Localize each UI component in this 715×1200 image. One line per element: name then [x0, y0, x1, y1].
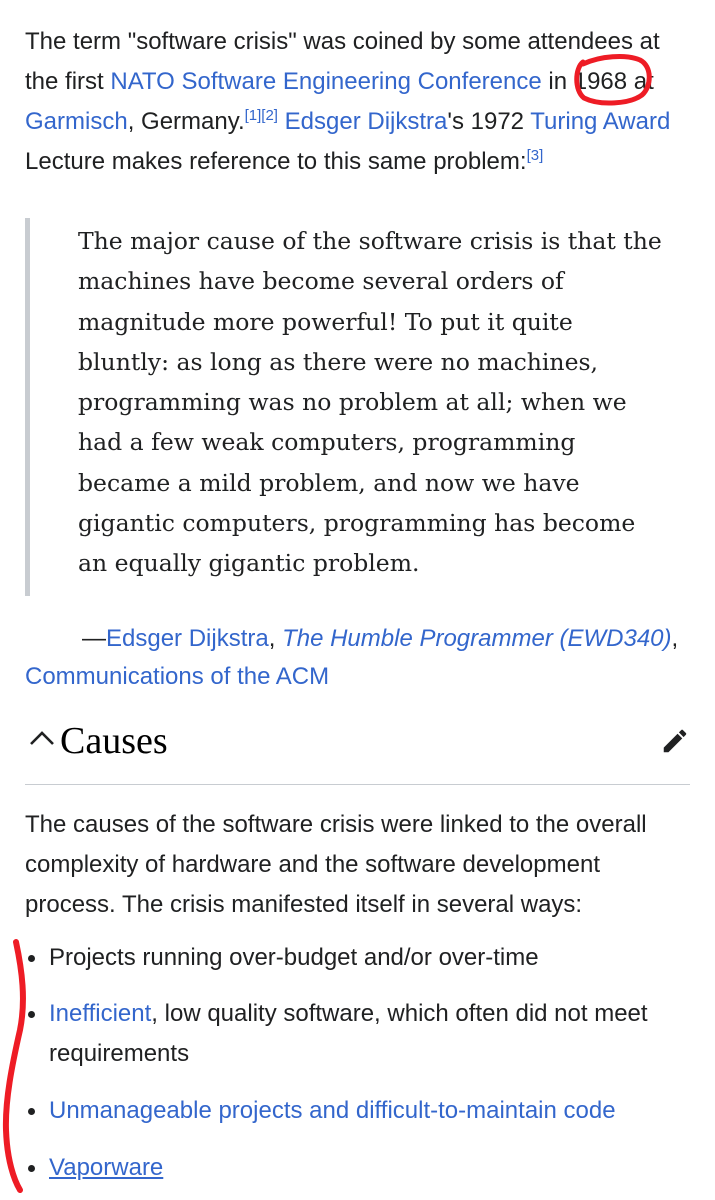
list-item-text: , low quality software, which often did not meet requirements	[49, 1000, 648, 1067]
list-item	[25, 938, 695, 978]
link-unmanageable-projects[interactable]: Unmanageable projects and difficult-to-maintain code	[49, 1097, 616, 1124]
causes-paragraph: The causes of the software crisis were linked to the overall complexity of hardware and the software development process. The crisis manifested itself in several ways:	[25, 811, 647, 918]
pencil-icon[interactable]	[660, 726, 690, 756]
reference-2[interactable]: [2]	[261, 107, 278, 124]
list-item	[25, 1091, 695, 1131]
section-heading: Causes	[60, 720, 168, 762]
quote-text: The major cause of the software crisis is that the machines have become several orders of magnitude more powerful! To put it quite bluntly: as long as there were no machines, programming was no problem at all; when we had a few weak computers, programming became a mild problem, and now we have gigantic computers, programming has become an equally gigantic problem.	[78, 227, 662, 578]
intro-text: The term "software crisis" was coined by some attendees at the first	[25, 28, 660, 95]
link-communications-acm[interactable]: Communications of the ACM	[25, 663, 330, 690]
intro-text: in 1968 at	[541, 68, 654, 95]
bullet-dot	[28, 1011, 35, 1018]
chevron-up-icon[interactable]	[27, 724, 57, 750]
link-author[interactable]: Edsger Dijkstra	[106, 625, 269, 652]
link-garmisch[interactable]: Garmisch	[25, 108, 128, 135]
quote-citation	[25, 620, 695, 696]
bullet-dot	[28, 955, 35, 962]
intro-text	[278, 108, 285, 135]
section-header-causes[interactable]	[25, 712, 690, 785]
reference-3[interactable]: [3]	[526, 147, 544, 164]
link-edsger-dijkstra[interactable]: Edsger Dijkstra	[284, 108, 448, 135]
bullet-dot	[28, 1108, 35, 1115]
citation-separator: ,	[268, 625, 283, 652]
bullet-dot	[28, 1165, 35, 1172]
list-item-text: Projects running over-budget and/or over-time	[49, 944, 539, 971]
citation-separator: ,	[671, 625, 679, 652]
reference-1[interactable]: [1]	[244, 107, 262, 124]
link-humble-programmer[interactable]: The Humble Programmer (EWD340)	[282, 625, 672, 652]
blockquote	[25, 218, 665, 596]
intro-text: , Germany.	[127, 108, 245, 135]
list-item	[25, 994, 695, 1074]
list-item	[25, 1148, 695, 1188]
intro-paragraph	[25, 22, 695, 182]
link-turing-award[interactable]: Turing Award	[530, 108, 671, 135]
causes-list	[25, 938, 695, 1188]
red-bracket-annotation	[6, 942, 23, 1190]
intro-text: Lecture makes reference to this same problem:	[25, 148, 527, 175]
link-nato-conference[interactable]: NATO Software Engineering Conference	[110, 68, 542, 95]
intro-text: 's 1972	[447, 108, 531, 135]
link-vaporware[interactable]: Vaporware	[49, 1154, 164, 1181]
link-inefficient[interactable]: Inefficient	[49, 1000, 152, 1027]
citation-dash: —	[82, 625, 106, 652]
